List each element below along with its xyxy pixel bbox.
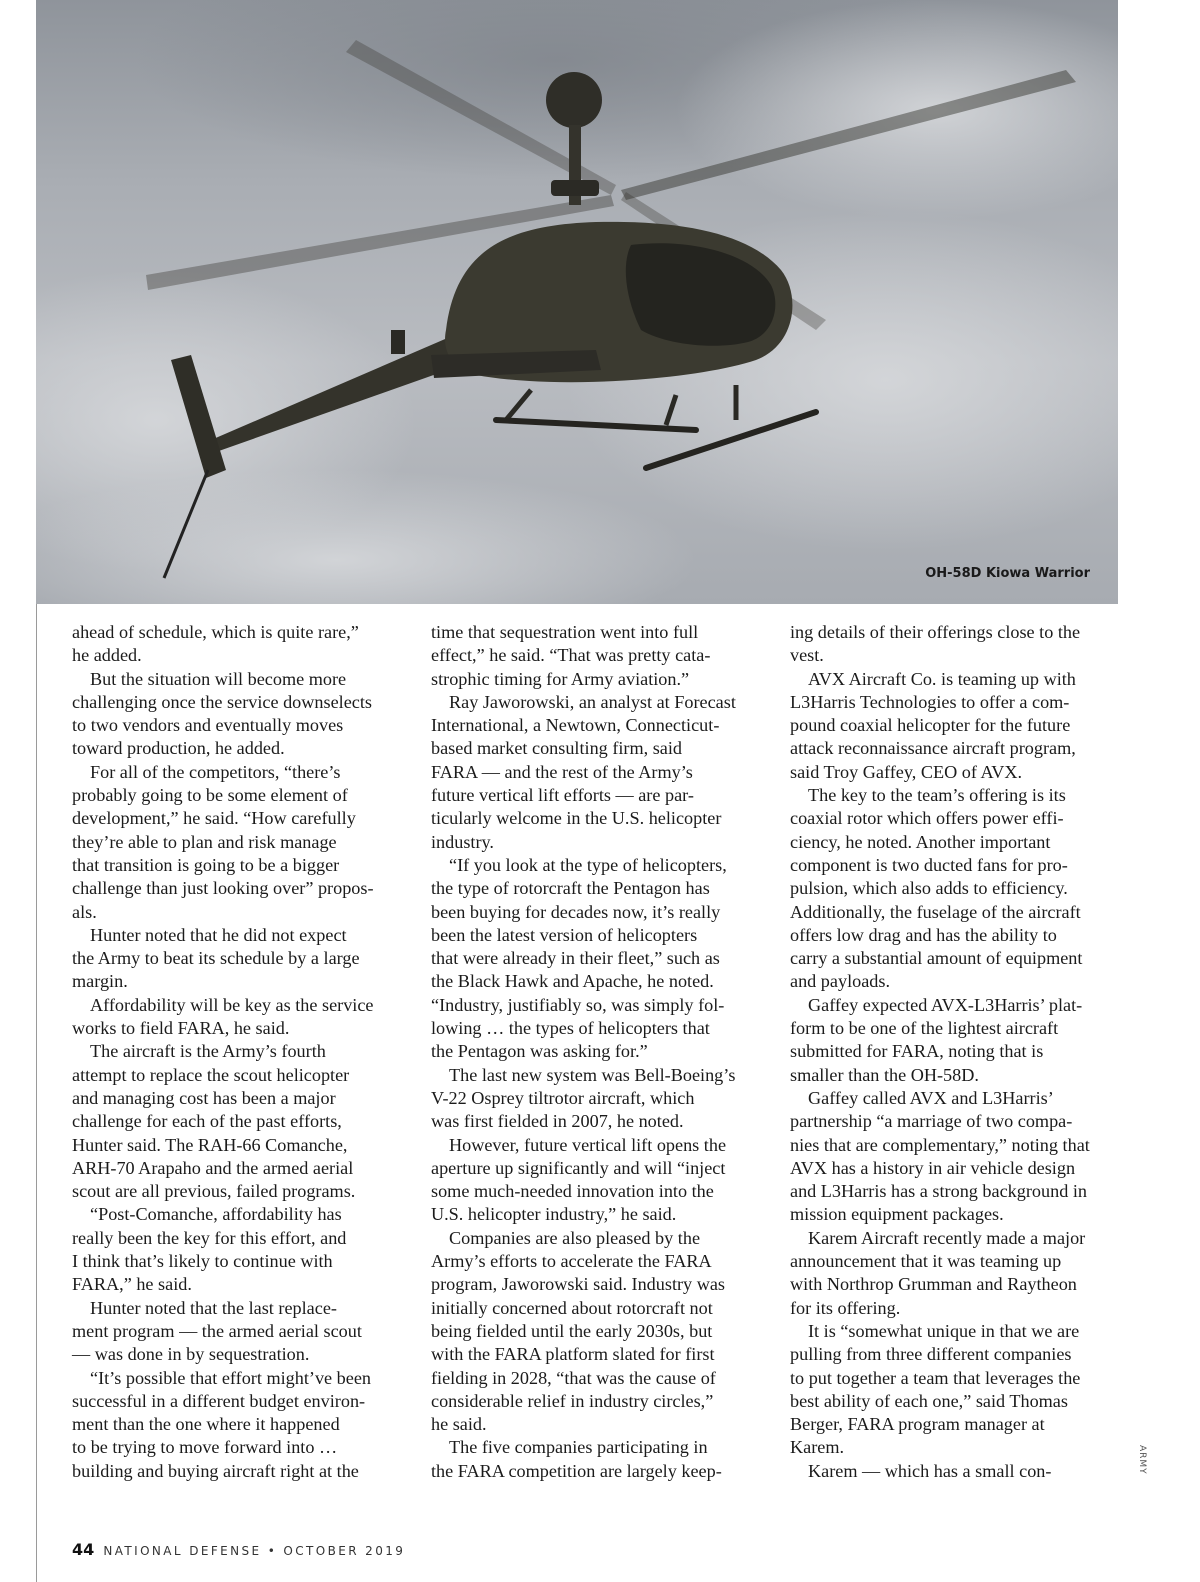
text-line: The key to the team’s offering is its: [808, 785, 1066, 806]
text-line: strophic timing for Army aviation.”: [431, 668, 690, 689]
text-line: vest.: [790, 645, 824, 666]
text-line: he said.: [431, 1414, 487, 1435]
text-line: ciency, he noted. Another important: [790, 831, 1051, 852]
text-column-1: [72, 621, 402, 1483]
text-line: pulsion, which also adds to efficiency.: [790, 878, 1068, 899]
text-line: component is two ducted fans for pro-: [790, 854, 1068, 875]
text-line: L3Harris Technologies to offer a com-: [790, 691, 1070, 712]
text-line: “Industry, justifiably so, was simply fol-: [431, 994, 725, 1015]
text-line: Hunter noted that he did not expect: [90, 924, 347, 945]
text-line: margin.: [72, 971, 128, 992]
text-line: — was done in by sequestration.: [72, 1344, 310, 1365]
text-line: based market consulting firm, said: [431, 738, 683, 759]
text-line: However, future vertical lift opens the: [449, 1134, 727, 1155]
text-line: pulling from three different companies: [790, 1344, 1072, 1365]
text-line: “It’s possible that effort might’ve been: [90, 1367, 371, 1388]
text-line: FARA — and the rest of the Army’s: [431, 761, 693, 782]
text-line: ing details of their offerings close to the: [790, 622, 1081, 642]
text-line: attack reconnaissance aircraft program,: [790, 738, 1076, 759]
text-line: he added.: [72, 645, 142, 666]
text-line: best ability of each one,” said Thomas: [790, 1390, 1068, 1411]
text-line: scout are all previous, failed programs.: [72, 1181, 356, 1202]
text-line: fielding in 2028, “that was the cause of: [431, 1367, 716, 1388]
text-line: coaxial rotor which offers power effi-: [790, 808, 1064, 829]
text-line: the Pentagon was asking for.”: [431, 1041, 648, 1062]
text-line: the type of rotorcraft the Pentagon has: [431, 878, 710, 899]
text-line: and L3Harris has a strong background in: [790, 1181, 1087, 1202]
text-line: smaller than the OH-58D.: [790, 1064, 979, 1085]
text-line: submitted for FARA, noting that is: [790, 1041, 1044, 1062]
text-line: Hunter said. The RAH-66 Comanche,: [72, 1134, 348, 1155]
text-line: aperture up significantly and will “inject: [431, 1157, 726, 1178]
text-line: to put together a team that leverages the: [790, 1367, 1081, 1388]
photo-caption: OH-58D Kiowa Warrior: [925, 566, 1090, 581]
text-line: U.S. helicopter industry,” he said.: [431, 1204, 677, 1225]
text-line: The five companies participating in: [449, 1437, 708, 1458]
helicopter-photo: [36, 0, 1118, 604]
text-line: partnership “a marriage of two compa-: [790, 1111, 1073, 1132]
text-line: been buying for decades now, it’s really: [431, 901, 721, 922]
page-number: 44: [72, 1540, 95, 1559]
rotor-hub: [551, 180, 599, 196]
text-line: ticularly welcome in the U.S. helicopter: [431, 808, 722, 829]
text-line: was first fielded in 2007, he noted.: [431, 1111, 684, 1132]
text-line: that transition is going to be a bigger: [72, 854, 340, 875]
text-line: carry a substantial amount of equipment: [790, 948, 1083, 969]
text-column-3: [790, 621, 1120, 1483]
publication-dateline: NATIONAL DEFENSE • OCTOBER 2019: [103, 1544, 406, 1558]
text-line: AVX Aircraft Co. is teaming up with: [808, 668, 1076, 689]
text-line: with the FARA platform slated for first: [431, 1344, 715, 1365]
text-line: challenge than just looking over” propos-: [72, 878, 374, 899]
text-line: form to be one of the lightest aircraft: [790, 1018, 1059, 1039]
text-line: and managing cost has been a major: [72, 1087, 336, 1108]
text-line: pound coaxial helicopter for the future: [790, 715, 1071, 736]
text-line: Companies are also pleased by the: [449, 1227, 701, 1248]
text-line: “Post-Comanche, affordability has: [90, 1204, 342, 1225]
text-line: to two vendors and eventually moves: [72, 715, 344, 736]
text-line: attempt to replace the scout helicopter: [72, 1064, 350, 1085]
text-line: It is “somewhat unique in that we are: [808, 1320, 1080, 1341]
text-line: International, a Newtown, Connecticut-: [431, 715, 720, 736]
text-line: successful in a different budget environ-: [72, 1390, 366, 1411]
text-line: Berger, FARA program manager at: [790, 1414, 1045, 1435]
text-line: Affordability will be key as the service: [90, 994, 374, 1015]
text-line: challenge for each of the past efforts,: [72, 1111, 342, 1132]
text-line: I think that’s likely to continue with: [72, 1251, 333, 1272]
text-line: But the situation will become more: [90, 668, 347, 689]
text-line: The last new system was Bell-Boeing’s: [449, 1064, 736, 1085]
text-line: als.: [72, 901, 97, 922]
text-line: development,” he said. “How carefully: [72, 808, 356, 829]
text-column-2: [431, 621, 761, 1483]
text-line: building and buying aircraft right at the: [72, 1460, 359, 1481]
text-line: Ray Jaworowski, an analyst at Forecast: [449, 691, 736, 712]
text-line: Karem — which has a small con-: [808, 1460, 1052, 1481]
text-line: ment program — the armed aerial scout: [72, 1320, 362, 1341]
text-line: ARH-70 Arapaho and the armed aerial: [72, 1157, 354, 1178]
text-line: program, Jaworowski said. Industry was: [431, 1274, 725, 1295]
text-line: works to field FARA, he said.: [72, 1018, 290, 1039]
text-line: with Northrop Grumman and Raytheon: [790, 1274, 1077, 1295]
text-line: some much-needed innovation into the: [431, 1181, 714, 1202]
kiowa-warrior-illustration: [36, 0, 1118, 604]
mast-mounted-sight: [546, 72, 602, 128]
page-footer: [72, 1540, 405, 1559]
text-line: ment than the one where it happened: [72, 1414, 340, 1435]
cloud: [36, 470, 696, 604]
text-line: future vertical lift efforts — are par-: [431, 785, 694, 806]
text-line: lowing … the types of helicopters that: [431, 1018, 710, 1039]
text-line: For all of the competitors, “there’s: [90, 761, 341, 782]
text-line: challenging once the service downselects: [72, 691, 372, 712]
text-line: time that sequestration went into full: [431, 622, 699, 642]
text-line: Army’s efforts to accelerate the FARA: [431, 1251, 712, 1272]
text-line: for its offering.: [790, 1297, 901, 1318]
text-line: that were already in their fleet,” such as: [431, 948, 720, 969]
text-line: V-22 Osprey tiltrotor aircraft, which: [431, 1087, 695, 1108]
text-line: and payloads.: [790, 971, 891, 992]
text-line: Karem.: [790, 1437, 845, 1458]
text-line: to be trying to move forward into …: [72, 1437, 338, 1458]
text-line: the Black Hawk and Apache, he noted.: [431, 971, 714, 992]
text-line: Gaffey called AVX and L3Harris’: [808, 1087, 1054, 1108]
text-line: been the latest version of helicopters: [431, 924, 698, 945]
text-line: “If you look at the type of helicopters,: [449, 854, 727, 875]
text-line: FARA,” he said.: [72, 1274, 192, 1295]
text-line: really been the key for this effort, and: [72, 1227, 347, 1248]
text-line: said Troy Gaffey, CEO of AVX.: [790, 761, 1023, 782]
text-line: the Army to beat its schedule by a large: [72, 948, 360, 969]
text-line: Hunter noted that the last replace-: [90, 1297, 337, 1318]
text-line: ahead of schedule, which is quite rare,”: [72, 622, 359, 642]
text-line: toward production, he added.: [72, 738, 285, 759]
text-line: announcement that it was teaming up: [790, 1251, 1062, 1272]
text-line: Karem Aircraft recently made a major: [808, 1227, 1086, 1248]
text-line: they’re able to plan and risk manage: [72, 831, 337, 852]
text-line: AVX has a history in air vehicle design: [790, 1157, 1076, 1178]
text-line: Additionally, the fuselage of the aircraft: [790, 901, 1081, 922]
text-line: mission equipment packages.: [790, 1204, 1004, 1225]
text-line: The aircraft is the Army’s fourth: [90, 1041, 326, 1062]
text-line: initially concerned about rotorcraft not: [431, 1297, 713, 1318]
text-line: effect,” he said. “That was pretty cata-: [431, 645, 711, 666]
text-line: Gaffey expected AVX-L3Harris’ plat-: [808, 994, 1083, 1015]
text-line: offers low drag and has the ability to: [790, 924, 1057, 945]
tail-stabilizer: [391, 330, 405, 354]
text-line: industry.: [431, 831, 494, 852]
photo-credit: ARMY: [1137, 1445, 1147, 1475]
text-line: being fielded until the early 2030s, but: [431, 1320, 713, 1341]
text-line: probably going to be some element of: [72, 785, 348, 806]
text-line: nies that are complementary,” noting that: [790, 1134, 1090, 1155]
text-line: the FARA competition are largely keep-: [431, 1460, 722, 1481]
text-line: considerable relief in industry circles,”: [431, 1390, 714, 1411]
